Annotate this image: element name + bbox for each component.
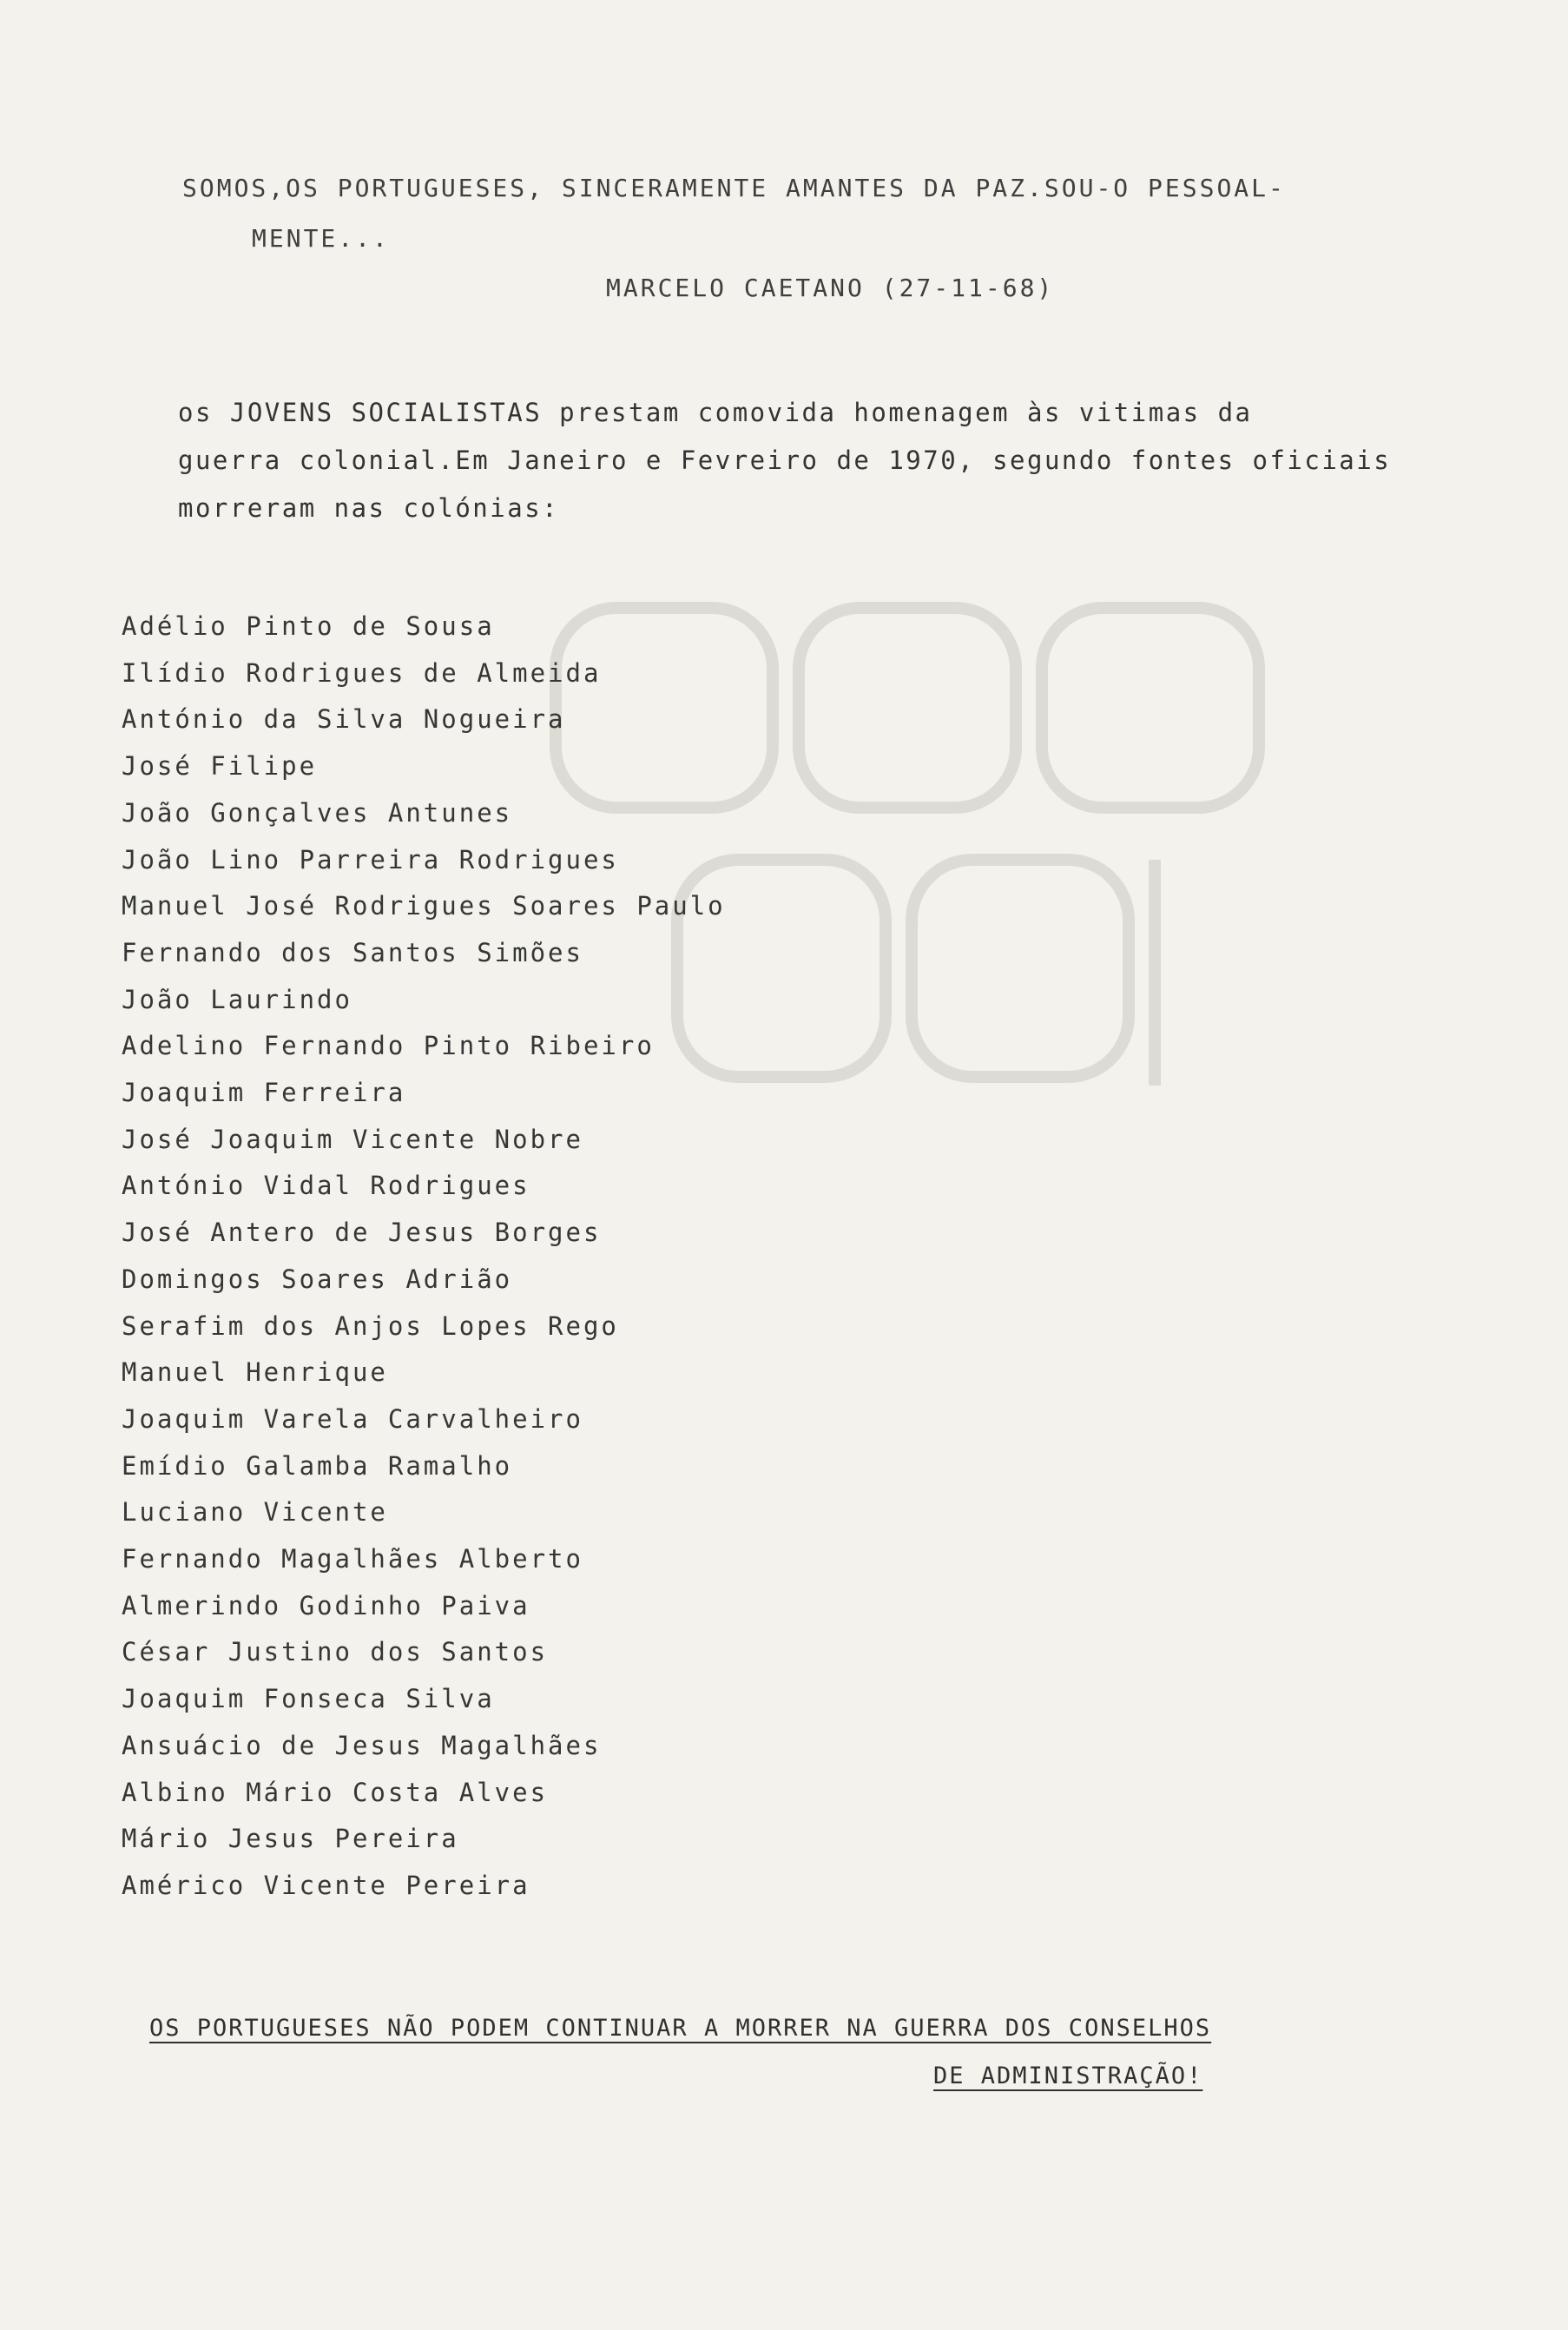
list-item: Domingos Soares Adrião — [122, 1264, 513, 1294]
victims-list — [122, 604, 726, 1910]
quote-line-2: MENTE... — [252, 224, 390, 253]
list-item: António da Silva Nogueira — [122, 704, 566, 735]
intro-line-3: morreram nas colónias: — [178, 493, 560, 523]
slogan-line-1: OS PORTUGUESES NÃO PODEM CONTINUAR A MORRER NA GUERRA DOS CONSELHOS — [149, 2015, 1212, 2042]
list-item: Américo Vicente Pereira — [122, 1870, 530, 1900]
list-item: António Vidal Rodrigues — [122, 1171, 530, 1201]
list-item: João Lino Parreira Rodrigues — [122, 844, 619, 875]
quote-line-1: SOMOS,OS PORTUGUESES, SINCERAMENTE AMANTES DA PAZ.SOU-O PESSOAL- — [182, 174, 1286, 202]
list-item: Fernando Magalhães Alberto — [122, 1544, 583, 1574]
list-item: Manuel Henrique — [122, 1357, 388, 1388]
list-item: João Gonçalves Antunes — [122, 797, 513, 828]
quote-attribution: MARCELO CAETANO (27-11-68) — [606, 274, 1055, 302]
intro-line-1: os JOVENS SOCIALISTAS prestam comovida homenagem às vitimas da — [178, 398, 1253, 427]
list-item: Ilídio Rodrigues de Almeida — [122, 657, 602, 688]
list-item: José Antero de Jesus Borges — [122, 1218, 602, 1248]
list-item: Manuel José Rodrigues Soares Paulo — [122, 891, 726, 921]
list-item: Emídio Galamba Ramalho — [122, 1450, 513, 1481]
list-item: Luciano Vicente — [122, 1497, 388, 1528]
list-item: Almerindo Godinho Paiva — [122, 1590, 530, 1620]
list-item: José Joaquim Vicente Nobre — [122, 1124, 583, 1154]
list-item: Adelino Fernando Pinto Ribeiro — [122, 1031, 655, 1061]
list-item: Serafim dos Anjos Lopes Rego — [122, 1310, 619, 1341]
list-item: Mário Jesus Pereira — [122, 1824, 459, 1854]
list-item: Joaquim Ferreira — [122, 1078, 406, 1108]
intro-line-2: guerra colonial.Em Janeiro e Fevreiro de 1970, segundo fontes oficiais — [178, 446, 1392, 475]
list-item: Albino Mário Costa Alves — [122, 1777, 549, 1807]
slogan-line-2: DE ADMINISTRAÇÃO! — [933, 2063, 1203, 2089]
list-item: Fernando dos Santos Simões — [122, 937, 583, 967]
list-item: Ansuácio de Jesus Magalhães — [122, 1730, 602, 1760]
list-item: José Filipe — [122, 751, 318, 782]
intro-paragraph — [178, 389, 1391, 532]
list-item: Joaquim Fonseca Silva — [122, 1684, 495, 1714]
list-item: João Laurindo — [122, 984, 352, 1014]
list-item: César Justino dos Santos — [122, 1637, 549, 1667]
list-item: Joaquim Varela Carvalheiro — [122, 1403, 583, 1434]
list-item: Adélio Pinto de Sousa — [122, 611, 495, 641]
